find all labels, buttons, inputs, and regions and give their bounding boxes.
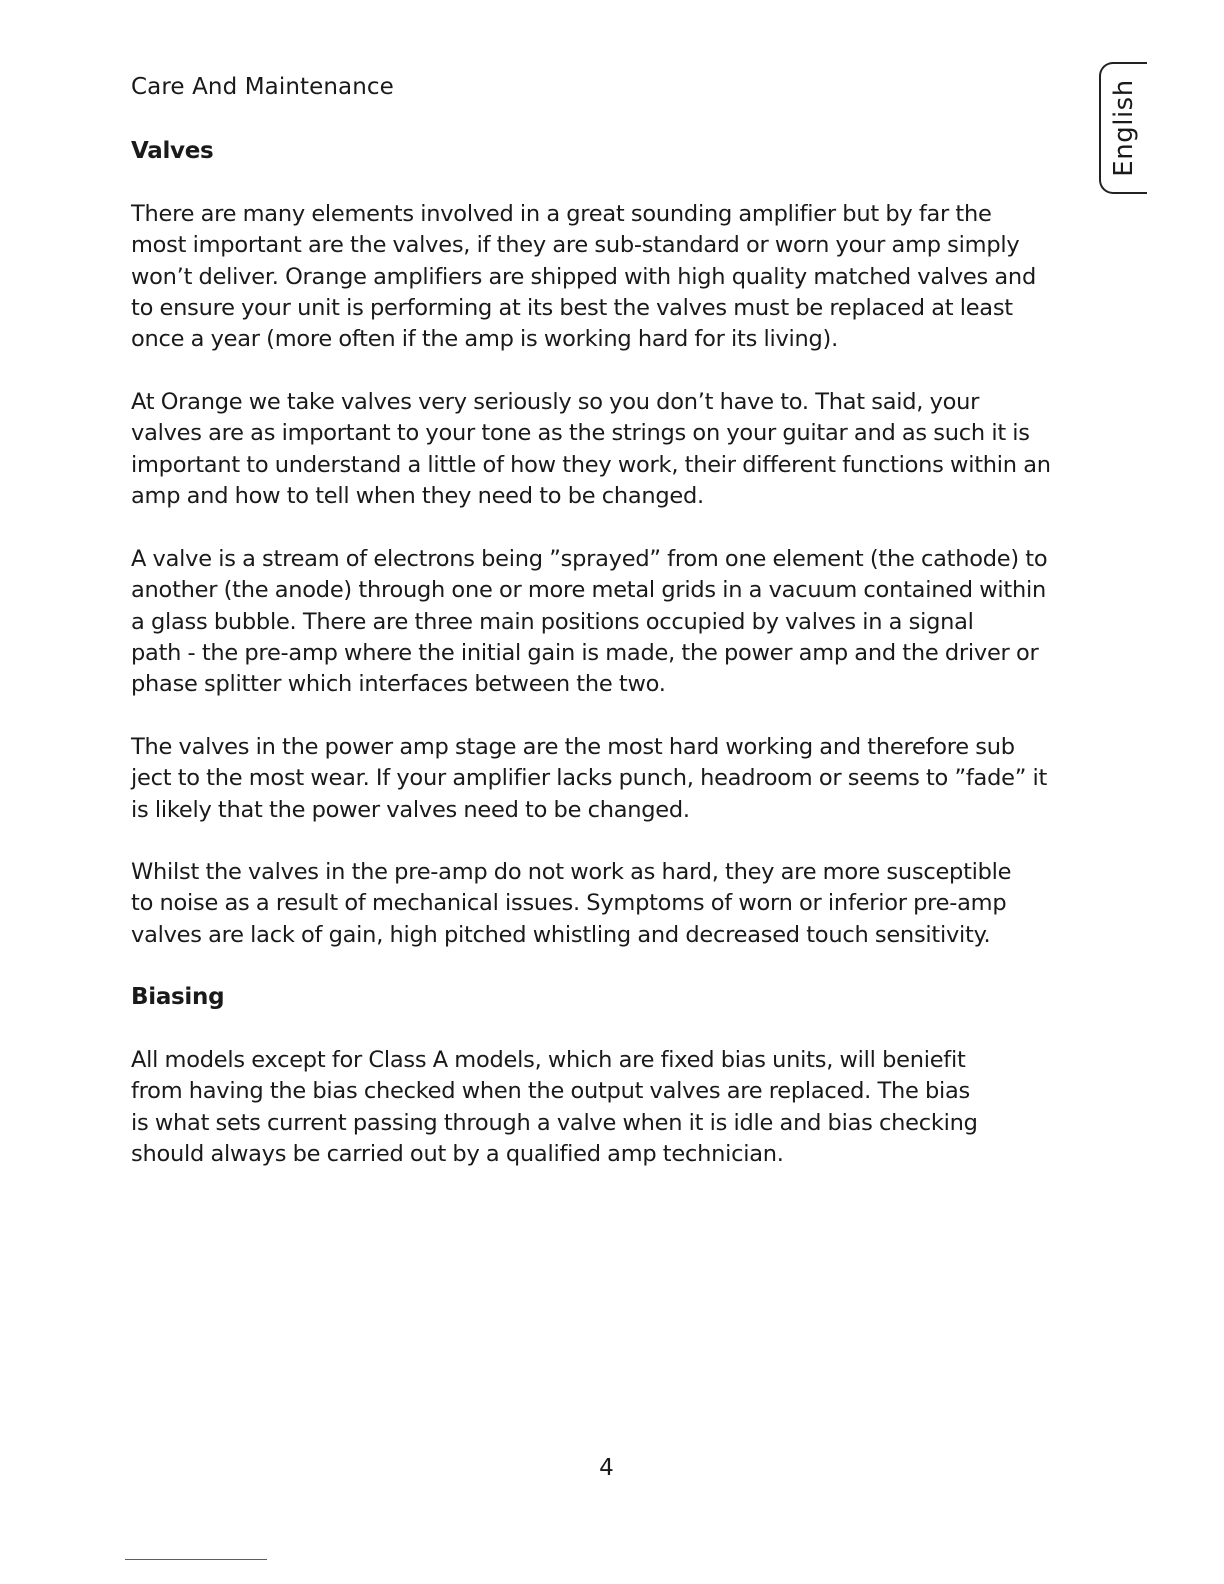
text-line: There are many elements involved in a great sounding amplifier but by far the [131,201,992,227]
language-tab-label: English [1109,79,1139,177]
text-line: Whilst the valves in the pre-amp do not work as hard, they are more susceptible [131,859,1012,885]
text-line: All models except for Class A models, which are fixed bias units, will beniefit [131,1047,966,1073]
paragraph-valves-pre-amp [131,857,1061,951]
text-line: a glass bubble. There are three main positions occupied by valves in a signal [131,608,974,635]
text-line: is likely that the power valves need to be changed. [131,796,690,823]
footer-rule [125,1559,267,1560]
text-line: The valves in the power amp stage are the most hard working and therefore sub [131,734,1015,760]
text-line: amp and how to tell when they need to be changed. [131,482,704,509]
language-tab [1099,62,1147,194]
text-line: A valve is a stream of electrons being ”sprayed” from one element (the cathode) to [131,546,1048,572]
paragraph-valves-power-amp [131,732,1061,826]
text-line: from having the bias checked when the output valves are replaced. The bias [131,1078,970,1105]
paragraph-valves-electrons [131,544,1061,700]
paragraph-valves-intro [131,199,1061,355]
text-line: important to understand a little of how they work, their different functions within an [131,451,1051,478]
text-line: is what sets current passing through a valve when it is idle and bias checking [131,1109,978,1136]
paragraph-valves-orange [131,387,1061,512]
text-line: valves are lack of gain, high pitched whistling and decreased touch sensitivity. [131,921,991,948]
section-heading-biasing: Biasing [131,984,225,1010]
section-heading-valves: Valves [131,138,214,164]
text-line: won’t deliver. Orange amplifiers are shipped with high quality matched valves and [131,263,1036,290]
text-line: should always be carried out by a qualified amp technician. [131,1140,784,1167]
text-line: to noise as a result of mechanical issues. Symptoms of worn or inferior pre-amp [131,890,1007,917]
paragraph-biasing [131,1045,1061,1170]
text-line: ject to the most wear. If your amplifier lacks punch, headroom or seems to ”fade” it [131,765,1048,792]
text-line: phase splitter which interfaces between the two. [131,671,666,698]
text-line: valves are as important to your tone as the strings on your guitar and as such it is [131,420,1030,447]
text-line: to ensure your unit is performing at its best the valves must be replaced at least [131,294,1013,321]
text-line: another (the anode) through one or more metal grids in a vacuum contained within [131,577,1046,604]
text-line: once a year (more often if the amp is working hard for its living). [131,326,838,353]
page-number: 4 [599,1455,614,1481]
text-line: At Orange we take valves very seriously so you don’t have to. That said, your [131,389,980,415]
text-line: most important are the valves, if they are sub-standard or worn your amp simply [131,232,1020,259]
page-header-title: Care And Maintenance [131,74,394,100]
text-line: path - the pre-amp where the initial gain is made, the power amp and the driver or [131,639,1039,666]
